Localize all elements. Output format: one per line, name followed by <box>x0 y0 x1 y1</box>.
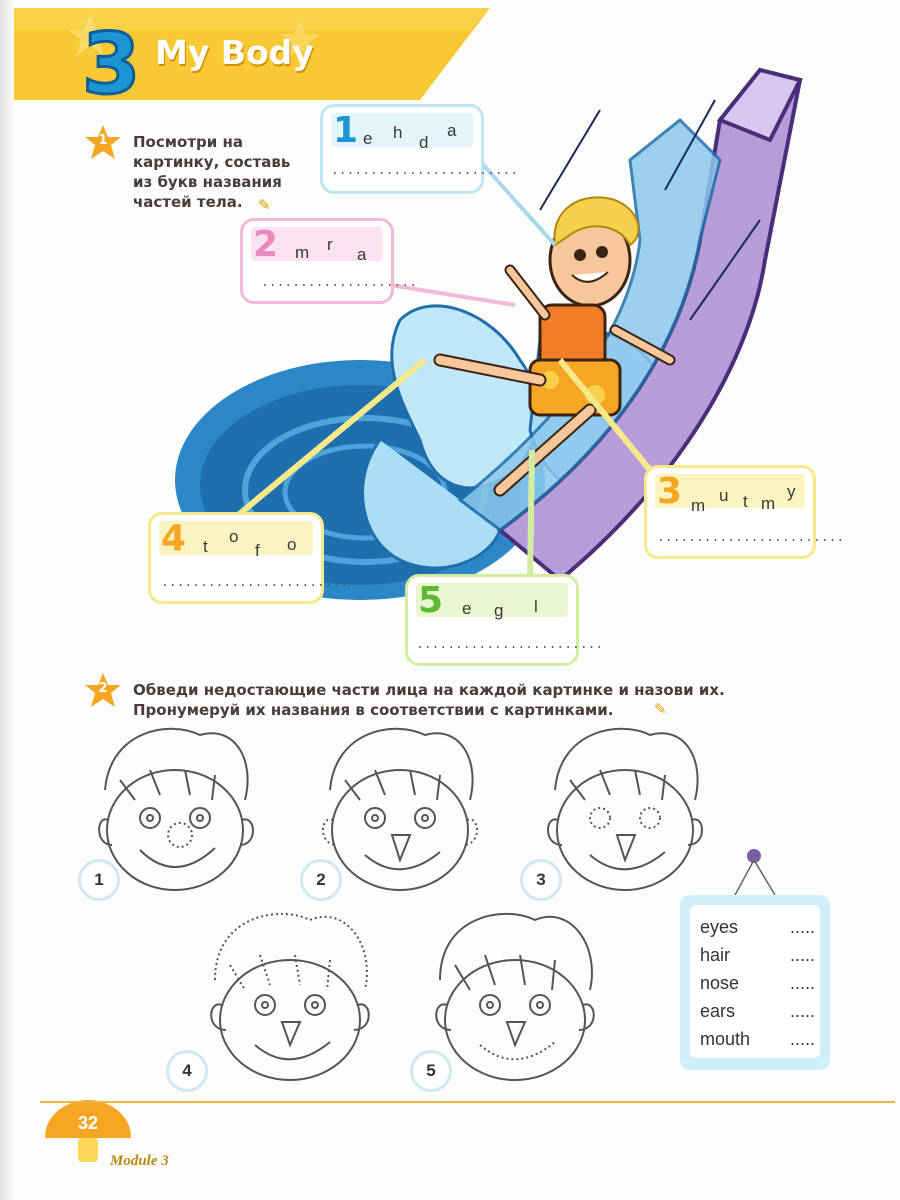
card-2-answer-blank[interactable]: .................... <box>261 275 418 290</box>
face-drawing-4 <box>211 914 369 1080</box>
task-2-number: 2 <box>98 681 108 696</box>
card-3-answer-blank[interactable]: ........................ <box>657 530 845 545</box>
card-4-letter: f <box>255 541 260 560</box>
card-1-answer-blank[interactable]: ........................ <box>331 163 519 178</box>
face-number-5: 5 <box>410 1050 452 1092</box>
face-number-4: 4 <box>166 1050 208 1092</box>
task-1-number: 1 <box>98 133 108 148</box>
card-2-letter: r <box>327 235 333 254</box>
card-1-letter: d <box>419 133 429 152</box>
page-number: 32 <box>77 1113 99 1133</box>
card-3-letter: t <box>743 492 748 511</box>
card-3-letter: m <box>761 494 776 513</box>
pencil-icon: ✎ <box>258 196 271 214</box>
task-2-instruction: Обведи недостающие части лица на каждой картинке и назови их. Пронумеруй их названия в соответствии с картинками. <box>133 681 725 719</box>
card-3-letter: u <box>719 486 729 505</box>
card-4-answer-blank[interactable]: ........................ <box>161 575 349 590</box>
card-5-letter: g <box>494 601 504 620</box>
module-number: 3 <box>82 15 141 113</box>
card-1-letter: h <box>393 123 403 142</box>
card-5-letter: l <box>534 597 538 616</box>
card-1-number: 1 <box>333 110 359 151</box>
card-2-letter: a <box>357 245 367 264</box>
card-3-letter: y <box>787 482 796 501</box>
face-drawing-5 <box>436 914 594 1080</box>
card-4-letter: o <box>287 535 297 554</box>
face-drawing-1 <box>99 729 253 890</box>
face-number-2: 2 <box>300 859 342 901</box>
face-number-3: 3 <box>520 859 562 901</box>
card-1-letter: e <box>363 129 373 148</box>
task-1-instruction: Посмотри на картинку, составь из букв названия частей тела. <box>133 133 291 211</box>
card-5-letter: e <box>462 599 472 618</box>
footer-module-label: Module 3 <box>110 1153 169 1169</box>
face-number-1: 1 <box>78 859 120 901</box>
footer-divider <box>40 1101 895 1103</box>
word-list: eyes ..... hair ..... nose ..... ears ..... mouth ..... <box>690 905 820 1058</box>
card-4-letter: o <box>229 527 239 546</box>
module-title: My Body <box>155 33 314 72</box>
pencil-icon: ✎ <box>654 700 667 718</box>
card-3-number: 3 <box>657 471 683 512</box>
card-4-number: 4 <box>161 518 187 559</box>
word-list-board <box>680 895 830 1070</box>
card-5-number: 5 <box>418 580 444 621</box>
card-2-letter: m <box>295 243 310 262</box>
card-3-letter: m <box>691 496 706 515</box>
face-drawing-3 <box>548 729 702 890</box>
face-drawing-2 <box>323 729 477 890</box>
card-4-letter: t <box>203 537 208 556</box>
card-5-answer-blank[interactable]: ........................ <box>416 637 604 652</box>
card-2-number: 2 <box>253 224 279 265</box>
card-1-letter: a <box>447 121 457 140</box>
